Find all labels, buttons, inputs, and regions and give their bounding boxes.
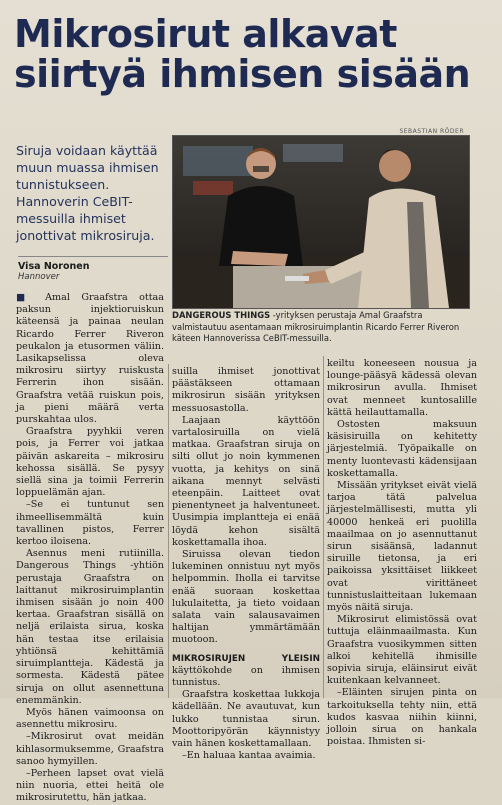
paragraph: Myös hänen vaimoonsa on asennettu mikrosiru. — [16, 706, 164, 731]
photo-illustration — [173, 136, 469, 308]
paragraph: Missään yritykset eivät vielä tarjoa tätä palvelua järjestelmällisesti, mutta yli 40000 henkeä eri puolilla maailmaa on jo asennuttanut sirun sisäänsä, ladannut siruille tietonsa, ja eri paikoissa yksittäiset liikkeet ovat virittäneet tunnistuslaitteitaan lukemaan myös näitä siruja. — [327, 480, 477, 614]
paragraph: Mikrosirut elimistössä ovat tuttuja eläinmaailmasta. Kun Graafstra vuosikymmen sitten alkoi kehitellä ihmisille sopivia siruja, eläinsirut eivät kuitenkaan kelvanneet. — [327, 614, 477, 687]
byline-location: Hannover — [18, 272, 60, 282]
paragraph: –Se ei tuntunut sen ihmeellisemmältä kuin tavallinen pistos, Ferrer kertoo iloisena. — [16, 499, 164, 548]
lead-paragraph: Siruja voidaan käyttää muun muassa ihmisen tunnistukseen. Hannoverin CeBIT-messuilla ihmiset jonottivat mikrosiruja. — [16, 143, 159, 243]
bullet-icon: ■ — [16, 292, 46, 303]
paragraph: Asennus meni rutiinilla. Dangerous Things -yhtiön perustaja Graafstra on laittanut mikrosiruimplantin ihmisen sisään jo noin 400 kertaa. Graafstran sisällä on neljä erilaista sirua, koska hän testaa itse erilaisia yhtiönsä kehittämiä siruimplantteja. Kädestä ja sormesta. Kädestä pätee siruja on ollut asennettuna enemmänkin. — [16, 548, 164, 706]
byline-author: Visa Noronen — [18, 261, 90, 272]
paragraph: Siruissa olevan tiedon lukeminen onnistuu nyt myös helpommin. Iholla ei tarvitse enää suoraan koskettaa lukulaitetta, ja tieto voidaan salata vain salausavaimen haltijan ymmärtämään muotoon. — [172, 549, 320, 646]
caption-text: -yrityksen perustaja Amal Graafstra valmistautuu asentamaan mikrosiruimplantin Ricardo Ferrer Riveron käteen Hannoverissa CeBIT-messuilla. — [172, 310, 460, 343]
photo-caption — [172, 310, 470, 345]
column-rule — [168, 364, 169, 698]
caption-kicker: DANGEROUS THINGS — [172, 310, 271, 320]
headline — [14, 14, 494, 94]
paragraph: –Eläinten sirujen pinta on tarkoituksella tehty niin, että kudos kasvaa niihin kiinni, jolloin sirua on hankala poistaa. Ihmisten si- — [327, 687, 477, 748]
paragraph: Laajaan käyttöön vartalosiruilla on vielä matkaa. Graafstran siruja on silti ollut jo noin kymmenen vuotta, ja kehitys on sinä aikana mennyt selvästi eteenpäin. Laitteet ovat pienentyneet ja halventuneet. Uusimpia implantteja ei enää löydä kehon sisältä koskettamalla ihoa. — [172, 414, 320, 548]
headline-line-1: Mikrosirut alkavat — [14, 12, 397, 56]
photo-credit: SEBASTIAN RÖDER — [399, 128, 464, 135]
paragraph: suilla ihmiset jonottivat päästäkseen ottamaan mikrosirun sisään yrityksen messuosastolla. — [172, 366, 320, 414]
byline — [18, 256, 168, 282]
article-photo — [172, 135, 470, 309]
article-column-2 — [172, 366, 320, 763]
paragraph: keiltu koneeseen nousua ja lounge-pääsyä kädessä olevan mikrosirun avulla. Ihmiset ovat menneet kuntosalille kättä heilauttamalla. — [327, 358, 477, 418]
paragraph: ■ Amal Graafstra ottaa paksun injektioruiskun käteensä ja painaa neulan Ricardo Ferrer Riveron peukalon ja etusormen väliin. Lasikapselissa oleva mikrosiru siirtyy ruiskusta Ferrerin ihon sisään. Graafstra vetää ruiskun pois, ja pieni määrä verta purskahtaa ulos. — [16, 292, 164, 426]
paragraph: –Mikrosirut ovat meidän kihlasormuksemme, Graafstra sanoo hymyillen. — [16, 731, 164, 767]
article-column-3 — [327, 358, 477, 749]
paragraph: Graafstra koskettaa lukkoja kädellään. Ne avautuvat, kun lukko tunnistaa sirun. Moottoripyörän käynnistyy vain hänen koskettamallaan. — [172, 689, 320, 750]
column-rule — [323, 356, 324, 698]
paragraph: MIKROSIRUJEN YLEISIN käyttökohde on ihmisen tunnistus. — [172, 653, 320, 689]
paragraph: Ostosten maksuun käsisiruilla on kehitetty järjestelmiä. Työpaikalle on menty luontevasti kädensijaan koskettamalla. — [327, 419, 477, 479]
article-column-1 — [16, 292, 164, 805]
headline-line-2: siirtyä ihmisen sisään — [14, 52, 471, 96]
paragraph: Graafstra pyyhkii veren pois, ja Ferrer voi jatkaa päivän askareita – mikrosiru kehossa sisällä. Se pysyy siellä sina ja toimii Ferrerin loppuelämän ajan. — [16, 426, 164, 499]
subheading: MIKROSIRUJEN YLEISIN — [172, 653, 320, 664]
paragraph: –En haluaa kantaa avaimia. — [182, 750, 316, 762]
paragraph: –Perheen lapset ovat vielä niin nuoria, ettei heitä ole mikrosirutettu, hän jatkaa. — [16, 767, 164, 804]
